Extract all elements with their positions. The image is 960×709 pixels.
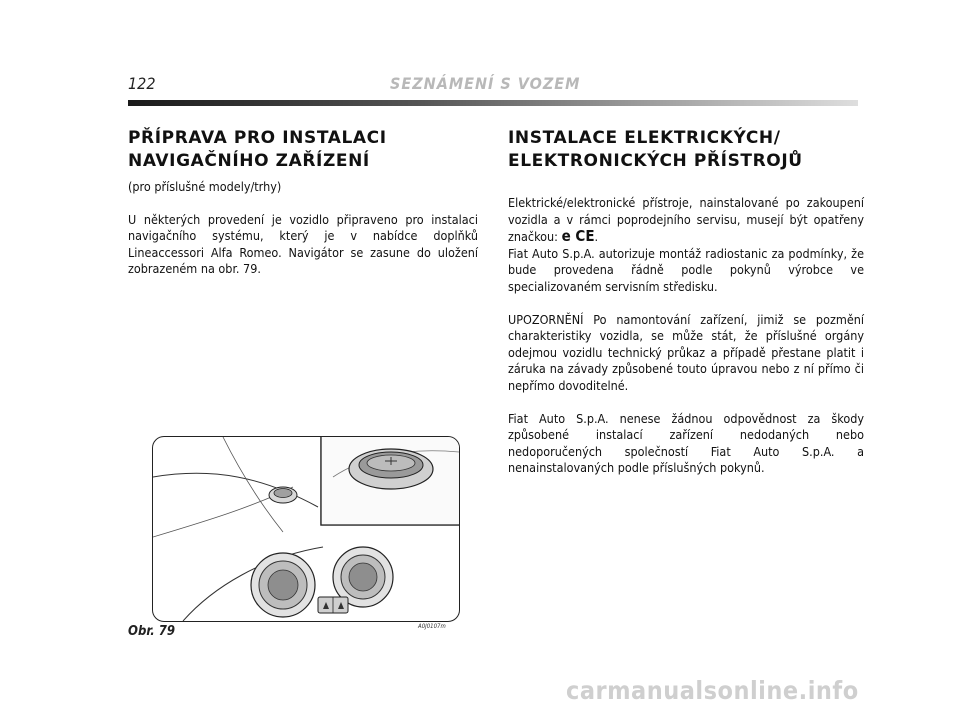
left-heading — [128, 127, 478, 173]
right-heading — [508, 127, 864, 173]
right-paragraph-1 — [508, 195, 864, 246]
right-heading-line2: ELEKTRONICKÝCH PŘÍSTROJŮ — [508, 151, 803, 171]
section-title: SEZNÁMENÍ S VOZEM — [390, 74, 581, 93]
page-number: 122 — [128, 74, 156, 93]
header-rule — [128, 100, 858, 106]
right-p1-text: Elektrické/elektronické přístroje, nainstalované po zakoupení vozidla a v rámci poprodejního servisu, musejí být opatřeny značkou: — [508, 195, 864, 245]
switch-panel-icon — [318, 597, 348, 613]
right-heading-line1: INSTALACE ELEKTRICKÝCH/ — [508, 128, 781, 148]
right-p1-end: . — [594, 229, 599, 245]
ce-mark: e CE — [561, 227, 595, 246]
air-vent-left-icon — [251, 553, 315, 617]
right-column — [508, 127, 864, 477]
left-heading-line1: PŘÍPRAVA PRO INSTALACI — [128, 128, 387, 148]
socket-detail-inset — [321, 437, 459, 525]
left-paragraph: U některých provedení je vozidlo připraveno pro instalaci navigačního systému, který je v nabídce doplňků Lineaccessori Alfa Romeo. Navigátor se zasune do uložení zobrazeném na obr. 79. — [128, 211, 478, 277]
figure-79-illustration — [152, 436, 460, 622]
figure-label: Obr. 79 — [128, 624, 176, 639]
left-subtitle: (pro příslušné modely/trhy) — [128, 179, 282, 194]
figure-code: A0J0107m — [418, 623, 446, 630]
right-paragraph-4: Fiat Auto S.p.A. nenese žádnou odpovědnost za škody způsobené instalací zařízení nedodaných nebo nedoporučených společností Fiat Auto S.p.A. a nenainstalovaných podle příslušných pokynů. — [508, 410, 864, 476]
right-paragraph-3: UPOZORNĚNÍ Po namontování zařízení, jimiž se pozmění charakteristiky vozidla, se může stát, že příslušné orgány odejmou vozidlu technický průkaz a případě přestane platit i záruka na závady způsobené touto úpravou nebo z ní přímo či nepřímo dovoditelné. — [508, 311, 864, 393]
dashboard-drawing — [153, 437, 459, 621]
socket-cover-icon — [269, 487, 297, 503]
left-heading-line2: NAVIGAČNÍHO ZAŘÍZENÍ — [128, 151, 370, 171]
left-column — [128, 127, 478, 278]
watermark: carmanualsonline.info — [566, 676, 859, 705]
right-paragraph-2: Fiat Auto S.p.A. autorizuje montáž radiostanic za podmínky, že bude provedena řádně podle pokynů výrobce ve specializovaném servisním středisku. — [508, 245, 864, 294]
